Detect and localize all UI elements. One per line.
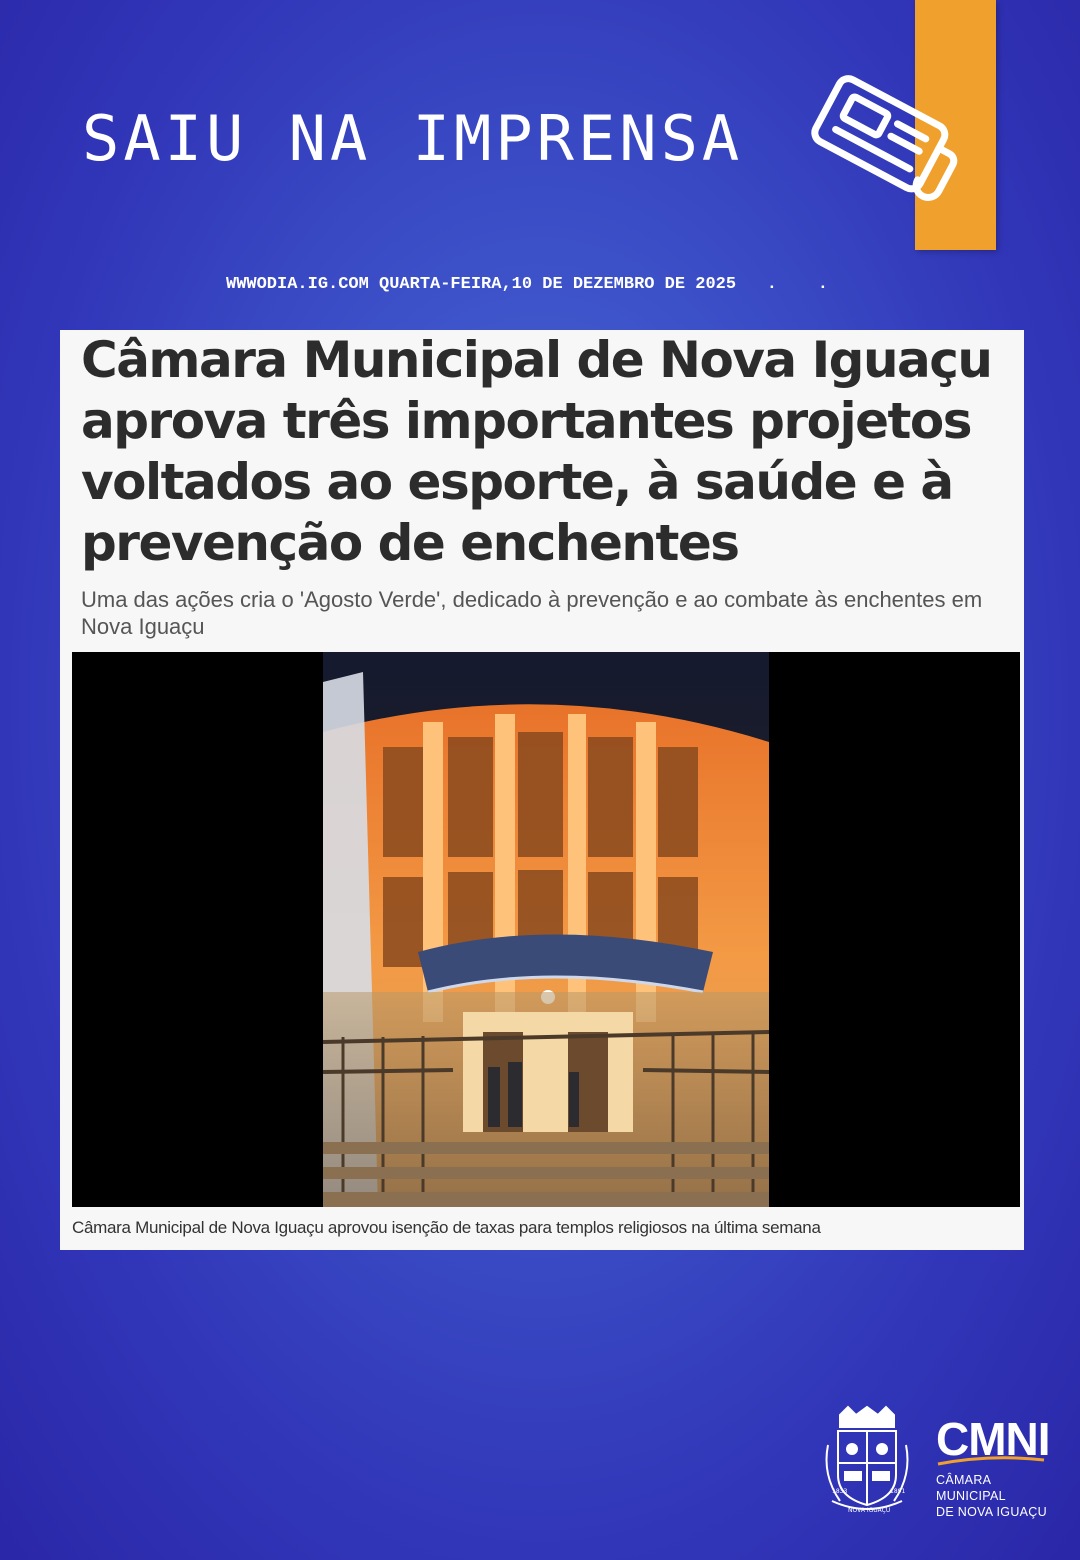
city-seal-icon	[818, 1405, 916, 1517]
article-subtitle: Uma das ações cria o 'Agosto Verde', dedicado à prevenção e ao combate às enchentes em Nova Iguaçu	[81, 587, 983, 639]
cmni-name	[936, 1472, 1056, 1520]
seal-year-left: 1833	[832, 1488, 848, 1495]
article-card	[60, 330, 1024, 1250]
article-photo-frame	[72, 652, 1020, 1207]
newspaper-icon	[796, 70, 966, 210]
photo-caption: Câmara Municipal de Nova Iguaçu aprovou isenção de taxas para templos religiosos na última semana	[72, 1218, 821, 1237]
dateline: WWWODIA.IG.COM QUARTA-FEIRA,10 DE DEZEMBRO DE 2025 . .	[226, 275, 828, 294]
article-headline[interactable]: Câmara Municipal de Nova Iguaçu aprova três importantes projetos voltados ao esporte, à saúde e à prevenção de enchentes	[81, 331, 992, 572]
cmni-name-line1: CÂMARA MUNICIPAL	[936, 1473, 1006, 1503]
cmni-logo-mark: CMNI	[936, 1413, 1050, 1465]
building-photo	[323, 652, 769, 1207]
seal-motto: NOVA IGUAÇU	[848, 1507, 891, 1514]
page-title: SAIU NA IMPRENSA	[82, 102, 744, 175]
cmni-name-line2: DE NOVA IGUAÇU	[936, 1505, 1047, 1519]
seal-year-right: 1891	[890, 1488, 906, 1495]
cmni-logo	[936, 1413, 1056, 1519]
